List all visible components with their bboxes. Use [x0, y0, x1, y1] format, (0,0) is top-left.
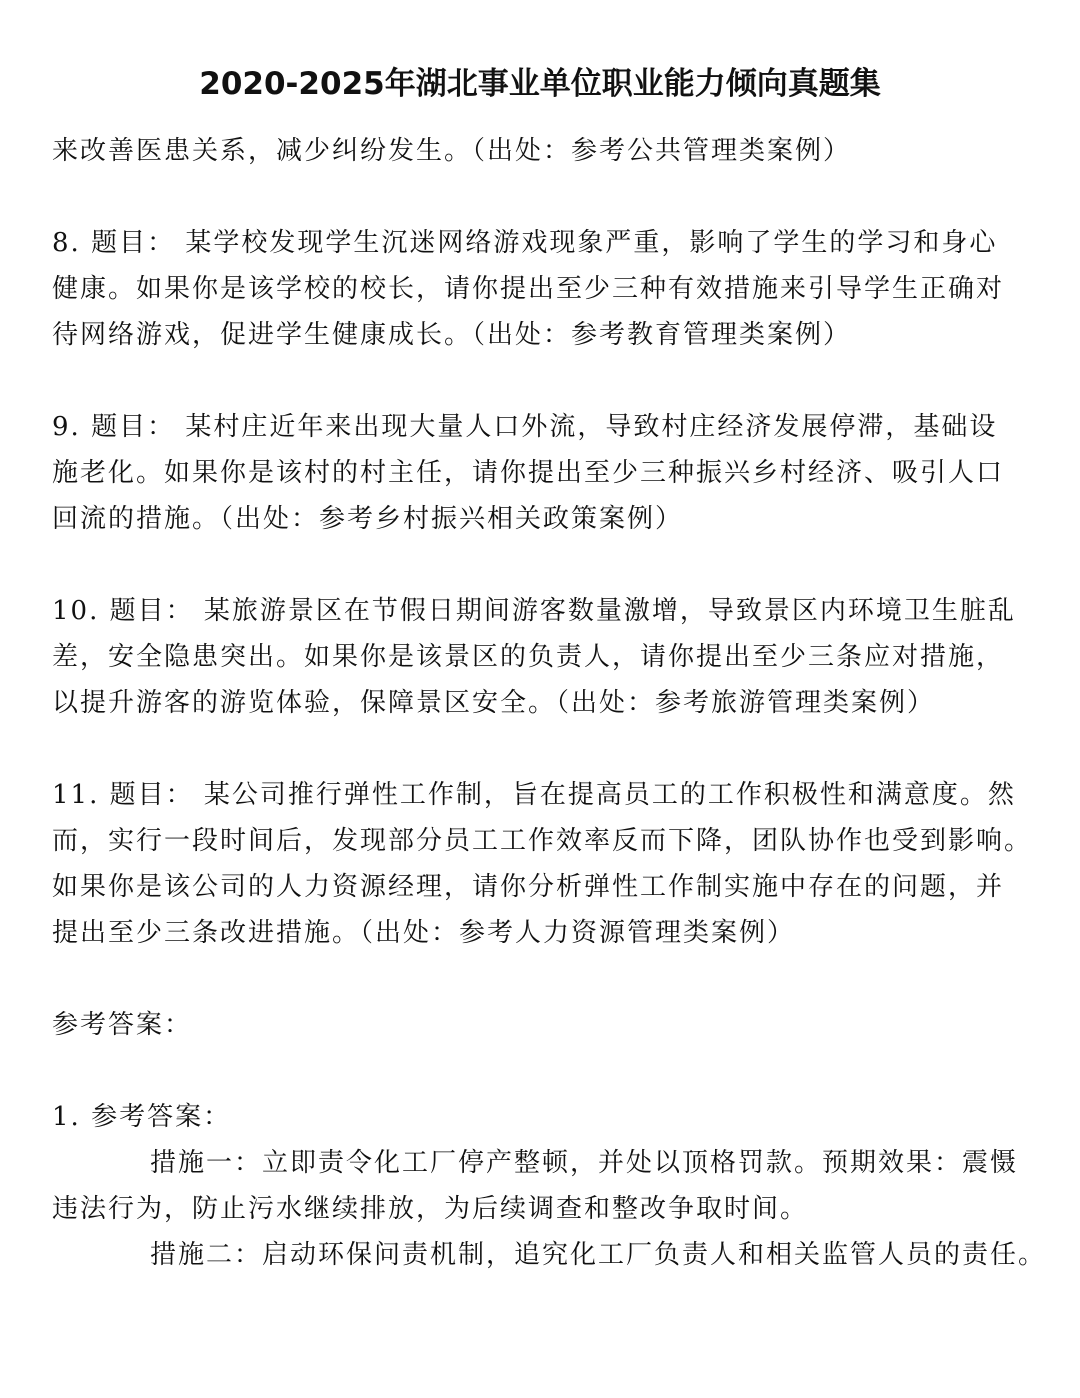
answer-1 — [52, 1094, 1052, 1278]
paragraph-gap — [52, 956, 1052, 1002]
question-11 — [52, 772, 1052, 956]
question-11-line: 而，实行一段时间后，发现部分员工工作效率反而下降，团队协作也受到影响。 — [52, 826, 1033, 856]
question-9-line: 回流的措施。（出处：参考乡村振兴相关政策案例） — [52, 504, 684, 534]
paragraph-gap — [52, 542, 1052, 588]
question-8-line: 健康。如果你是该学校的校长，请你提出至少三种有效措施来引导学生正确对 — [52, 274, 1005, 304]
question-9 — [52, 404, 1052, 542]
answer-1-line: 违法行为，防止污水继续排放，为后续调查和整改争取时间。 — [52, 1194, 809, 1224]
question-10 — [52, 588, 1052, 726]
question-11-line: 如果你是该公司的人力资源经理，请你分析弹性工作制实施中存在的问题，并 — [52, 872, 1005, 902]
question-8 — [52, 220, 1052, 358]
answers-heading: 参考答案： — [52, 1010, 193, 1040]
question-9-line: 9. 题目： 某村庄近年来出现大量人口外流，导致村庄经济发展停滞，基础设 — [52, 412, 998, 442]
question-10-line: 差，安全隐患突出。如果你是该景区的负责人，请你提出至少三条应对措施， — [52, 642, 1005, 672]
question-8-line: 8. 题目： 某学校发现学生沉迷网络游戏现象严重，影响了学生的学习和身心 — [52, 228, 998, 258]
question-10-line: 以提升游客的游览体验，保障景区安全。（出处：参考旅游管理类案例） — [52, 688, 936, 718]
paragraph-gap — [52, 1048, 1052, 1094]
answer-1-heading: 1. 参考答案： — [52, 1102, 232, 1132]
answer-1-line: 措施二：启动环保问责机制，追究化工厂负责人和相关监管人员的责任。 — [150, 1240, 1047, 1270]
question-11-line: 提出至少三条改进措施。（出处：参考人力资源管理类案例） — [52, 918, 796, 948]
question-8-line: 待网络游戏，促进学生健康成长。（出处：参考教育管理类案例） — [52, 320, 852, 350]
document-title: 2020-2025年湖北事业单位职业能力倾向真题集 — [199, 66, 881, 102]
paragraph-gap — [52, 726, 1052, 772]
paragraph-gap — [52, 174, 1052, 220]
intro-line: 来改善医患关系，减少纠纷发生。（出处：参考公共管理类案例） — [52, 136, 852, 166]
question-9-line: 施老化。如果你是该村的村主任，请你提出至少三种振兴乡村经济、吸引人口 — [52, 458, 1005, 488]
question-11-line: 11. 题目： 某公司推行弹性工作制，旨在提高员工的工作积极性和满意度。然 — [52, 780, 1016, 810]
question-10-line: 10. 题目： 某旅游景区在节假日期间游客数量激增，导致景区内环境卫生脏乱 — [52, 596, 1016, 626]
paragraph-gap — [52, 358, 1052, 404]
answer-1-line: 措施一：立即责令化工厂停产整顿，并处以顶格罚款。预期效果：震慑 — [150, 1148, 1019, 1178]
document-body — [52, 128, 1052, 1278]
